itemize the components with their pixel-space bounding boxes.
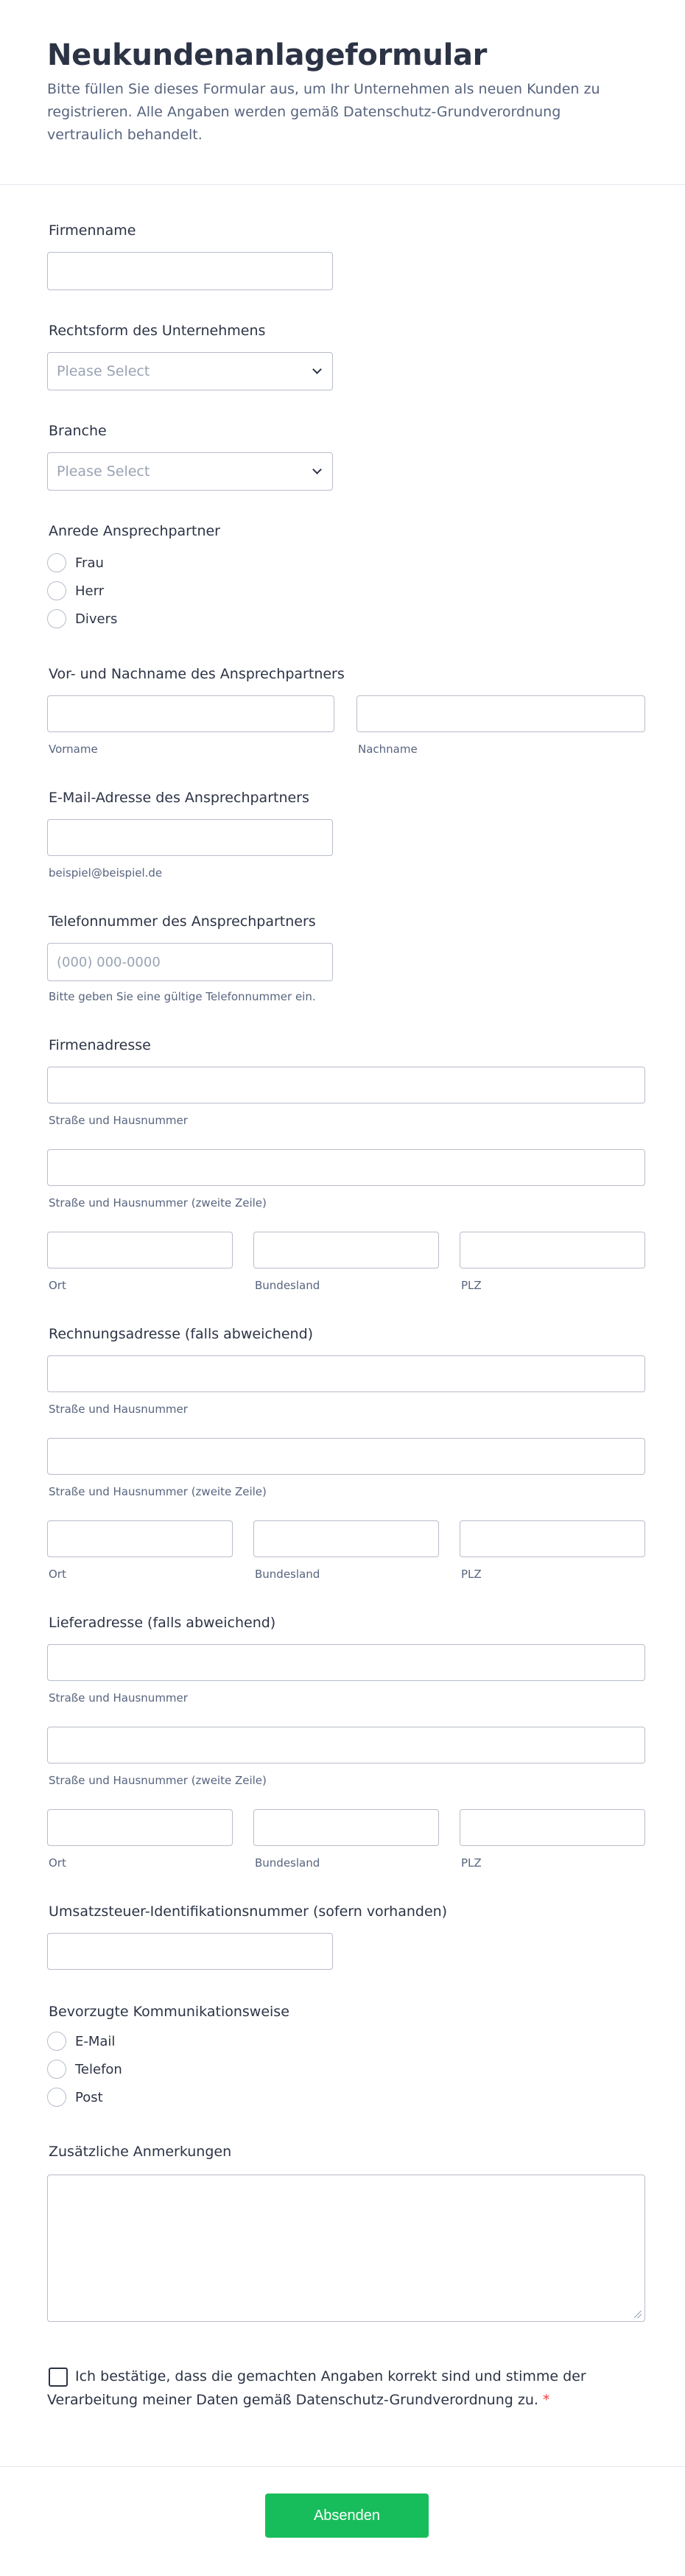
anrede-label: Anrede Ansprechpartner [49,523,220,539]
state-sublabel: Bundesland [255,1568,320,1581]
radio-option-frau[interactable] [47,553,104,572]
rechnungsadresse-city-input[interactable] [47,1520,233,1557]
rechnungsadresse-label: Rechnungsadresse (falls abweichend) [49,1326,314,1342]
lieferadresse-label: Lieferadresse (falls abweichend) [49,1615,276,1631]
radio-label: Herr [75,583,105,599]
street-sublabel: Straße und Hausnummer [49,1691,188,1705]
radio-label: Telefon [75,2061,122,2077]
city-sublabel: Ort [49,1568,66,1581]
rechtsform-select[interactable] [47,352,333,390]
radio-label: Divers [75,611,118,627]
firmenadresse-street2-input[interactable] [47,1149,645,1186]
firmenadresse-city-input[interactable] [47,1232,233,1268]
email-label: E-Mail-Adresse des Ansprechpartners [49,790,309,806]
radio-circle[interactable] [47,553,66,572]
first-name-input[interactable] [47,695,334,732]
radio-circle[interactable] [47,2032,66,2051]
resize-handle-icon[interactable] [634,2311,642,2318]
last-name-sublabel: Nachname [358,743,418,756]
lieferadresse-street-input[interactable] [47,1644,645,1681]
ustid-label: Umsatzsteuer-Identifikationsnummer (sofern vorhanden) [49,1903,448,1920]
radio-option-email[interactable] [47,2032,115,2051]
firmenadresse-street-input[interactable] [47,1067,645,1103]
firmenname-label: Firmenname [49,222,136,239]
lieferadresse-zip-input[interactable] [460,1809,645,1846]
rechtsform-selected-value: Please Select [57,363,150,379]
state-sublabel: Bundesland [255,1856,320,1870]
lieferadresse-city-input[interactable] [47,1809,233,1846]
name-label: Vor- und Nachname des Ansprechpartners [49,666,345,682]
rechnungsadresse-street2-input[interactable] [47,1438,645,1475]
branche-select[interactable] [47,452,333,491]
radio-label: Frau [75,555,104,571]
chevron-down-icon [312,465,322,474]
state-sublabel: Bundesland [255,1279,320,1292]
required-asterisk: * [542,2392,550,2408]
telefon-label: Telefonnummer des Ansprechpartners [49,913,316,930]
consent-text [47,2365,636,2412]
last-name-input[interactable] [356,695,645,732]
rechnungsadresse-zip-input[interactable] [460,1520,645,1557]
ustid-input[interactable] [47,1933,333,1970]
street-sublabel: Straße und Hausnummer [49,1114,188,1127]
email-sublabel: beispiel@beispiel.de [49,866,163,880]
street2-sublabel: Straße und Hausnummer (zweite Zeile) [49,1196,267,1210]
header-divider [0,184,685,185]
firmenadresse-state-input[interactable] [253,1232,439,1268]
street2-sublabel: Straße und Hausnummer (zweite Zeile) [49,1774,267,1787]
street-sublabel: Straße und Hausnummer [49,1403,188,1416]
lieferadresse-street2-input[interactable] [47,1727,645,1763]
radio-option-divers[interactable] [47,609,117,628]
submit-button[interactable]: Absenden [265,2493,429,2538]
firmenadresse-label: Firmenadresse [49,1037,151,1053]
form-subtitle: Bitte füllen Sie dieses Formular aus, um Ihr Unternehmen als neuen Kunden zu registrieren. Alle Angaben werden gemäß Datenschutz-Grundverordnung vertraulich behandelt. [47,81,600,143]
radio-option-post[interactable] [47,2088,103,2107]
zip-sublabel: PLZ [461,1279,482,1292]
radio-circle[interactable] [47,2088,66,2107]
footer-divider [0,2466,685,2467]
anmerkungen-textarea[interactable] [47,2175,645,2322]
radio-option-herr[interactable] [47,581,104,600]
zip-sublabel: PLZ [461,1568,482,1581]
city-sublabel: Ort [49,1279,66,1292]
zip-sublabel: PLZ [461,1856,482,1870]
chevron-down-icon [312,365,322,374]
radio-circle[interactable] [47,581,66,600]
rechnungsadresse-state-input[interactable] [253,1520,439,1557]
street2-sublabel: Straße und Hausnummer (zweite Zeile) [49,1485,267,1498]
firmenname-input[interactable] [47,252,333,290]
lieferadresse-state-input[interactable] [253,1809,439,1846]
city-sublabel: Ort [49,1856,66,1870]
rechtsform-label: Rechtsform des Unternehmens [49,323,266,339]
kommunikation-label: Bevorzugte Kommunikationsweise [49,2004,289,2020]
rechnungsadresse-street-input[interactable] [47,1355,645,1392]
radio-circle[interactable] [47,609,66,628]
branche-selected-value: Please Select [57,463,150,480]
radio-option-telefon[interactable] [47,2060,122,2079]
telefon-input[interactable] [47,943,333,981]
email-input[interactable] [47,819,333,856]
form-title: Neukundenanlageformular [47,38,488,72]
consent-label: Ich bestätige, dass die gemachten Angaben korrekt sind und stimme der Verarbeitung meiner Daten gemäß Datenschutz-Grundverordnung zu. [47,2368,586,2408]
radio-label: E-Mail [75,2033,116,2049]
first-name-sublabel: Vorname [49,743,98,756]
radio-label: Post [75,2089,103,2105]
telefon-sublabel: Bitte geben Sie eine gültige Telefonnummer ein. [49,990,316,1003]
firmenadresse-zip-input[interactable] [460,1232,645,1268]
radio-circle[interactable] [47,2060,66,2079]
branche-label: Branche [49,423,107,439]
anmerkungen-label: Zusätzliche Anmerkungen [49,2144,232,2160]
